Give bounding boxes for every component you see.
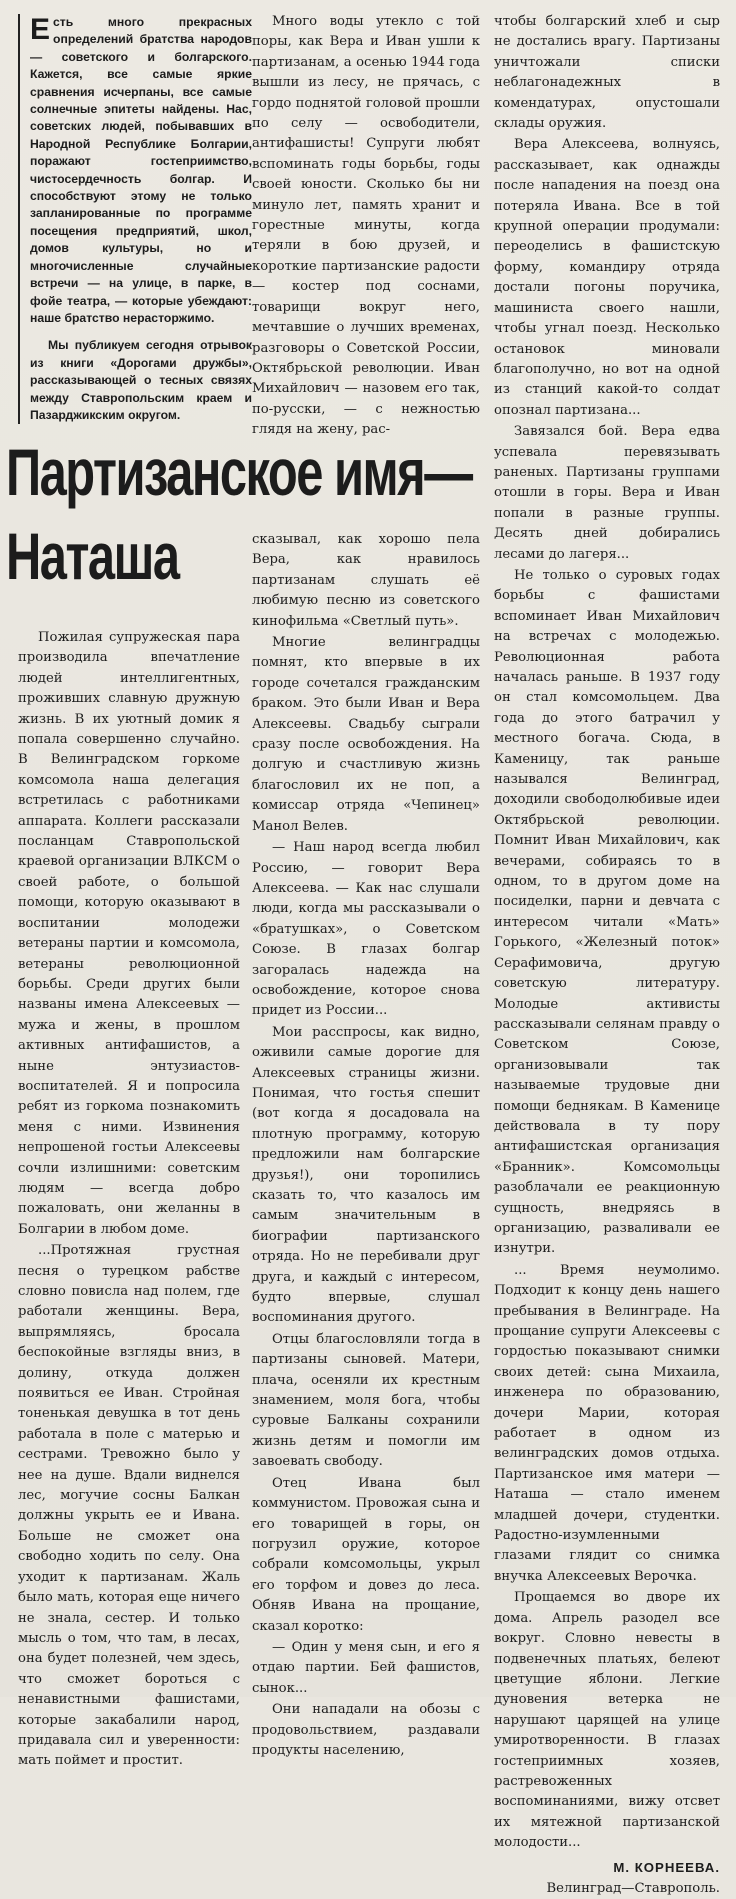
paragraph: Вера Алексеева, волнуясь, рассказывает, как однажды после нападения на поезд она потеряла Ивана. Все в той крупной операции продумали: переоделись в фашистскую форму, командиру отряда достали погоны поручика, машиниста своего нашли, чтобы угнал поезд. Несколько остановок миновали благополучно, но вот на одной из станций какой-то солдат опознал партизана...	[494, 137, 720, 418]
paragraph: Отец Ивана был коммунистом. Провожая сына и его товарищей в горы, он погрузил оружие, которое собрали комсомольцы, укрыл его торфом и довез до леса. Обняв Ивана на прощание, сказал коротко:	[252, 1475, 480, 1634]
headline-line-2: Наташа	[6, 519, 179, 593]
column-middle	[252, 530, 480, 1761]
column-top-middle	[252, 12, 480, 441]
paragraph: ...Протяжная грустная песня о турецком рабстве словно повисла над полем, где работали женщины. Вера, выпрямляясь, бросала беспокойные взгляды вниз, в долину, откуда должен появиться ее Иван. Стройная тоненькая девушка в тот день работала в поле с матерью и сестрами. Тревожно было у нее на душе. Вдали виднелся лес, могучие сосны Балкан должны укрыть ее и Ивана. Больше не сможет она свободно ходить по селу. Она уходит к партизанам. Жаль было мать, которая еще ничего не знала, сестер. И только мысль о том, что там, в лесах, она будет полезней, чем здесь, что сможет бороться с ненавистными фашистами, которые закабалили народ, придавала сил и уверенности: мать поймет и простит.	[18, 1243, 240, 1769]
paragraph: ... Время неумолимо. Подходит к концу день нашего пребывания в Велинграде. На прощание супруги Алексеевы с гордостью показывают снимки своих детей: сына Михаила, инженера по образованию, дочери Марии, которая работает в одном из велинградских домов отдыха. Партизанское имя матери — Наташа — стало именем младшей дочери, студентки. Радостно-изумленными глазами глядит со снимка внучка Алексеевых Верочка.	[494, 1262, 720, 1584]
author-signature: М. КОРНЕЕВА.	[613, 1859, 720, 1875]
intro-block	[18, 14, 252, 424]
paragraph: Мои расспросы, как видно, оживили самые дорогие для Алексеевых страницы жизни. Понимая, что гостья спешит (вот когда я досадовала на плотную программу, которую предложили нам болгарские друзья!), они торопились сказать то, что казалось им самым значительным в биографии партизанского отряда. Но не перебивали друг друга, и каждый с интересом, будто впервые, слушал воспоминания другого.	[252, 1024, 480, 1326]
paragraph: Не только о суровых годах борьбы с фашистами вспоминает Иван Михайлович на встречах с молодежью. Революционная работа началась раньше. В 1937 году он стал комсомольцем. Два года до этого батрачил у местного богача. Сюда, в Каменицу, так раньше назывался Велинград, доходили свободолюбивые идеи Октябрьской революции. Помнит Иван Михайлович, как вечерами, собираясь то в одном, то в другом доме на посиделки, парни и девчата с интересом читали «Мать» Горького, «Железный поток» Серафимовича, другую советскую литературу. Молодые активисты рассказывали селянам правду о Советском Союзе, организовывали так называемые трудовые дни помощи беднякам. В Каменице действовала в ту пору антифашистская организация «Бранник». Комсомольцы разоблачали ее реакционную сущность, внедряясь в организацию, разваливали ее изнутри.	[494, 567, 720, 1257]
paragraph: Пожилая супружеская пара производила впечатление людей интеллигентных, проживших славную дружную жизнь. В их уютный домик я попала совершенно случайно. В Велинградском горкоме комсомола наша делегация встретилась с работниками аппарата. Коллеги рассказали посланцам Ставропольской краевой организации ВЛКСМ о своей работе, о большой помощи, которую оказывают в воспитании молодежи ветераны партии и комсомола, ветераны революционной борьбы. Среди других были названы имена Алексеевых — мужа и жены, в прошлом активных антифашистов, а ныне энтузиастов-воспитателей. Я и попросила ребят из горкома познакомить меня с ними. Извинения непрошеной гостьи Алексеевы сочли излишними: советским людям — всегда добро пожаловать, они желанны в Болгарии в любом доме.	[18, 630, 240, 1237]
paragraph: Много воды утекло с той поры, как Вера и Иван ушли к партизанам, а осенью 1944 года вышли из лесу, не прячась, с гордо поднятой головой прошли по селу — освободители, антифашисты! Супруги любят вспоминать годы борьбы, годы своей юности. Сколько бы ни минуло лет, память хранит и горестные минуты, когда теряли в бою друзей, и короткие партизанские радости — костер под соснами, товарищи вокруг него, мечтавшие о лучших временах, разговоры о Советской России, Октябрьской революции. Иван Михайлович — назовем его так, по-русски, — с нежностью глядя на жену, рас-	[252, 14, 480, 438]
column-right	[494, 12, 720, 1899]
paragraph: — Наш народ всегда любил Россию, — говорит Вера Алексеева. — Как нас слушали люди, когда мы рассказывали о «братушках», о Советском Союзе. В глазах болгар загоралась надежда на освобождение, которое снова придет из России...	[252, 840, 480, 1019]
paragraph: Многие велинградцы помнят, кто впервые в их городе сочетался гражданским браком. Это были Иван и Вера Алексеевы. Свадьбу сыграли сразу после освобождения. На долгую и счастливую жизнь благословил их не поп, а комиссар отряда «Чепинец» Манол Велев.	[252, 635, 480, 834]
paragraph: Завязался бой. Вера едва успевала перевязывать раненых. Партизаны группами отошли в горы. Вера и Иван попали в разные группы. Десять дней добирались лесами до лагеря...	[494, 424, 720, 562]
intro-note: Мы публикуем сегодня отрывок из книги «Дорогами дружбы», рассказывающей о тесных связях между Ставропольским краем и Пазарджикским округом.	[30, 338, 252, 422]
headline-line-1: Партизанское имя—	[6, 435, 472, 509]
intro-lead: Есть много прекрасных определений братства народов — советского и болгарского. Кажется, все самые яркие сравнения исчерпаны, все самые солнечные эпитеты найдены. Нас, советских людей, побывавших в Народной Республике Болгарии, поражают гостеприимство, чистосердечность болгар. И способствуют этому не только запланированные по программе посещения предприятий, школ, домов культуры, но и многочисленные случайные встречи — на улице, в парке, в фойе театра, — которые убеждают: наше братство нерасторжимо.	[30, 13, 252, 325]
paragraph: Отцы благословляли тогда в партизаны сыновей. Матери, плача, осеняли их крестным знамением, моля бога, чтобы суровые Балканы сохранили жизнь детям и помогли им завоевать свободу.	[252, 1331, 480, 1470]
paragraph: Прощаемся во дворе их дома. Апрель разодел все вокруг. Словно невесты в подвенечных платьях, белеют цветущие яблони. Легкие дуновения ветерка не нарушают царящей на улице умиротворенности. В глазах гостеприимных хозяев, растревоженных воспоминаниями, вижу отсвет их мятежной партизанской молодости...	[494, 1590, 720, 1851]
paragraph: Они нападали на обозы с продовольствием, раздавали продукты населению,	[252, 1702, 480, 1758]
paragraph: сказывал, как хорошо пела Вера, как нравилось партизанам слушать её любимую песню из советского кинофильма «Светлый путь».	[252, 532, 480, 629]
paragraph: чтобы болгарский хлеб и сыр не достались врагу. Партизаны уничтожали списки неблагонадежных в комендатурах, опустошали склады оружия.	[494, 14, 720, 132]
author-place: Велинград—Ставрополь.	[546, 1880, 720, 1896]
paragraph: — Один у меня сын, и его я отдаю партии. Бей фашистов, сынок...	[252, 1639, 480, 1696]
column-left	[18, 628, 240, 1772]
